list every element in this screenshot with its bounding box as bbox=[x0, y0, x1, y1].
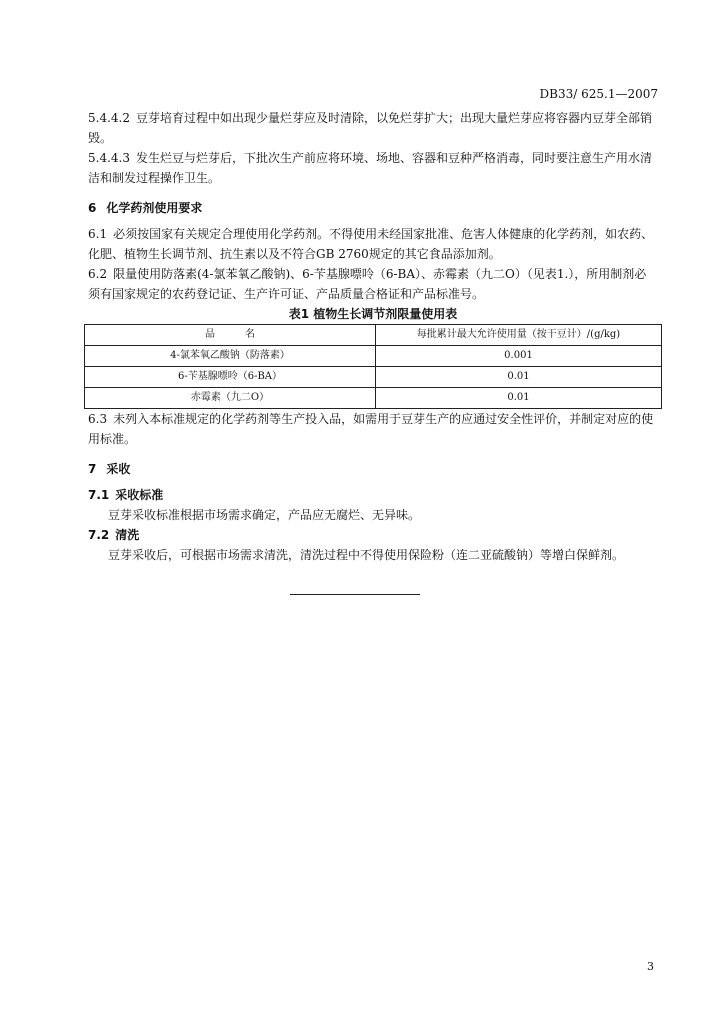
section-number: 5.4.4.3 bbox=[88, 151, 130, 165]
heading-text: 采收标准 bbox=[115, 488, 164, 502]
document-body bbox=[88, 108, 658, 565]
heading-number: 7.1 bbox=[88, 488, 110, 502]
section-text: 豆芽培育过程中如出现少量烂芽应及时清除，以免烂芽扩大；出现大量烂芽应将容器内豆芽全部销毁。 bbox=[88, 111, 652, 145]
section-text: 必须按国家有关规定合理使用化学药剂。不得使用未经国家批准、危害人体健康的化学药剂，如农药、化肥、植物生长调节剂、抗生素以及不符合GB 2760规定的其它食品添加剂。 bbox=[88, 227, 654, 261]
table-caption: 表1 植物生长调节剂限量使用表 bbox=[288, 307, 458, 321]
section-number: 6.3 bbox=[88, 412, 108, 426]
heading-7-1 bbox=[88, 485, 658, 505]
page-number: 3 bbox=[647, 960, 654, 973]
table-cell-limit: 0.01 bbox=[376, 388, 662, 409]
table-row bbox=[85, 367, 662, 388]
end-rule bbox=[290, 594, 420, 595]
heading-number: 7.2 bbox=[88, 528, 110, 542]
heading-6 bbox=[88, 198, 658, 218]
document-code: DB33/ 625.1—2007 bbox=[539, 87, 658, 101]
table-header-limit: 每批累计最大允许使用量（按干豆计）/(g/kg) bbox=[376, 325, 662, 346]
section-number: 5.4.4.2 bbox=[88, 111, 130, 125]
section-5-4-4-2 bbox=[88, 108, 658, 148]
section-7-2-text: 豆芽采收后，可根据市场需求清洗，清洗过程中不得使用保险粉（连二亚硫酸钠）等增白保鲜剂。 bbox=[108, 548, 625, 562]
section-text: 发生烂豆与烂芽后，下批次生产前应将环境、场地、容器和豆种严格消毒，同时要注意生产用水清洁和制发过程操作卫生。 bbox=[88, 151, 652, 185]
heading-number: 7 bbox=[88, 462, 97, 476]
table-cell-name: 赤霉素（九二O） bbox=[85, 388, 376, 409]
heading-text: 化学药剂使用要求 bbox=[106, 201, 203, 215]
section-5-4-4-3 bbox=[88, 148, 658, 188]
section-6-1 bbox=[88, 224, 658, 264]
section-text: 限量使用防落素(4-氯苯氧乙酸钠)、6-苄基腺嘌呤（6-BA）、赤霉素（九二O）（见表1.），所用制剂必须有国家规定的农药登记证、生产许可证、产品质量合格证和产品标准号。 bbox=[88, 267, 647, 301]
heading-text: 采收 bbox=[106, 462, 131, 476]
section-number: 6.1 bbox=[88, 227, 108, 241]
heading-7-2 bbox=[88, 525, 658, 545]
table-header-name: 品 名 bbox=[85, 325, 376, 346]
heading-text: 清洗 bbox=[115, 528, 140, 542]
section-7-1-text: 豆芽采收标准根据市场需求确定，产品应无腐烂、无异味。 bbox=[108, 508, 421, 522]
table-header-row bbox=[85, 325, 662, 346]
table-cell-limit: 0.01 bbox=[376, 367, 662, 388]
regulator-limit-table bbox=[84, 324, 662, 409]
table-row bbox=[85, 388, 662, 409]
table-cell-name: 6-苄基腺嘌呤（6-BA） bbox=[85, 367, 376, 388]
table-cell-limit: 0.001 bbox=[376, 346, 662, 367]
section-6-2 bbox=[88, 264, 658, 304]
heading-number: 6 bbox=[88, 201, 97, 215]
table-cell-name: 4-氯苯氧乙酸钠（防落素） bbox=[85, 346, 376, 367]
table-row bbox=[85, 346, 662, 367]
section-6-3 bbox=[88, 409, 658, 449]
heading-7 bbox=[88, 459, 658, 479]
section-text: 未列入本标准规定的化学药剂等生产投入品，如需用于豆芽生产的应通过安全性评价，并制定对应的使用标准。 bbox=[88, 412, 654, 446]
section-number: 6.2 bbox=[88, 267, 108, 281]
